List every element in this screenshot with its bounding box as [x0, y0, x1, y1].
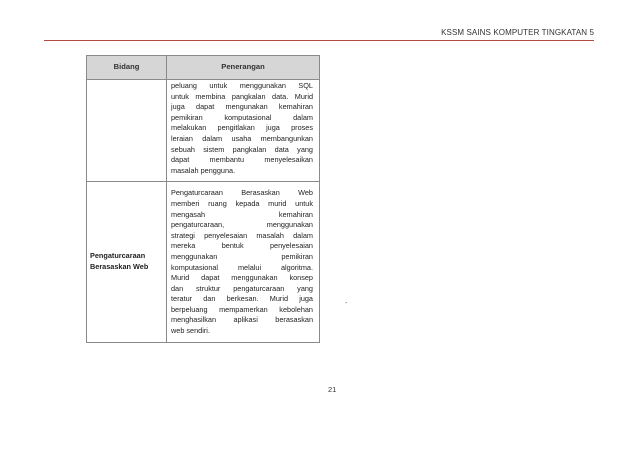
header-rule	[44, 40, 594, 41]
description-line: menggunakan pemikiran	[171, 251, 313, 261]
description-line: sebuah sistem pangkalan data yang	[171, 144, 313, 154]
description-line: teratur dan berkesan. Murid juga	[171, 294, 313, 304]
description-line: mereka bentuk penyelesaian	[171, 241, 313, 251]
description-line: leraian dalam usaha membangunkan	[171, 133, 313, 143]
description-line: dan struktur pengaturcaraan yang	[171, 283, 313, 293]
description-line: melakukan pengitlakan juga proses	[171, 123, 313, 133]
subject-table	[86, 55, 320, 343]
table-row	[87, 182, 320, 342]
description-line: pemikiran komputasional dalam	[171, 112, 313, 122]
running-header: KSSM SAINS KOMPUTER TINGKATAN 5	[441, 28, 594, 37]
description-line: masalah pengguna.	[171, 165, 236, 175]
description-line: pengaturcaraan, menggunakan	[171, 220, 313, 230]
description-cell	[167, 80, 320, 182]
field-cell	[87, 182, 167, 342]
description-line: Pengaturcaraan Berasaskan Web	[171, 188, 313, 198]
page-number: 21	[328, 385, 337, 394]
table-row	[87, 80, 320, 182]
stray-mark: -	[345, 300, 348, 307]
description-line: mengasah kemahiran	[171, 209, 313, 219]
column-header-bidang: Bidang	[87, 56, 167, 80]
description-line: strategi penyelesaian masalah dalam	[171, 230, 313, 240]
description-line: web sendiri.	[171, 326, 210, 336]
description-cell	[167, 182, 320, 342]
description-line: peluang untuk menggunakan SQL	[171, 81, 313, 90]
description-line: berpeluang mempamerkan kebolehan	[171, 304, 313, 314]
field-label-line: Pengaturcaraan	[90, 251, 146, 261]
field-cell	[87, 80, 167, 182]
column-header-penerangan: Penerangan	[167, 56, 320, 80]
description-line: juga dapat mengunakan kemahiran	[171, 102, 313, 112]
field-label-line: Berasaskan Web	[90, 262, 149, 271]
description-line: dapat membantu menyelesaikan	[171, 155, 313, 165]
description-line: Murid dapat menggunakan konsep	[171, 273, 313, 283]
description-line: menghasilkan aplikasi berasaskan	[171, 315, 313, 325]
description-line: untuk membina pangkalan data. Murid	[171, 91, 313, 101]
description-line: komputasional melalui algoritma.	[171, 262, 313, 272]
table-header-row	[87, 56, 320, 80]
description-line: memberi ruang kepada murid untuk	[171, 198, 313, 208]
